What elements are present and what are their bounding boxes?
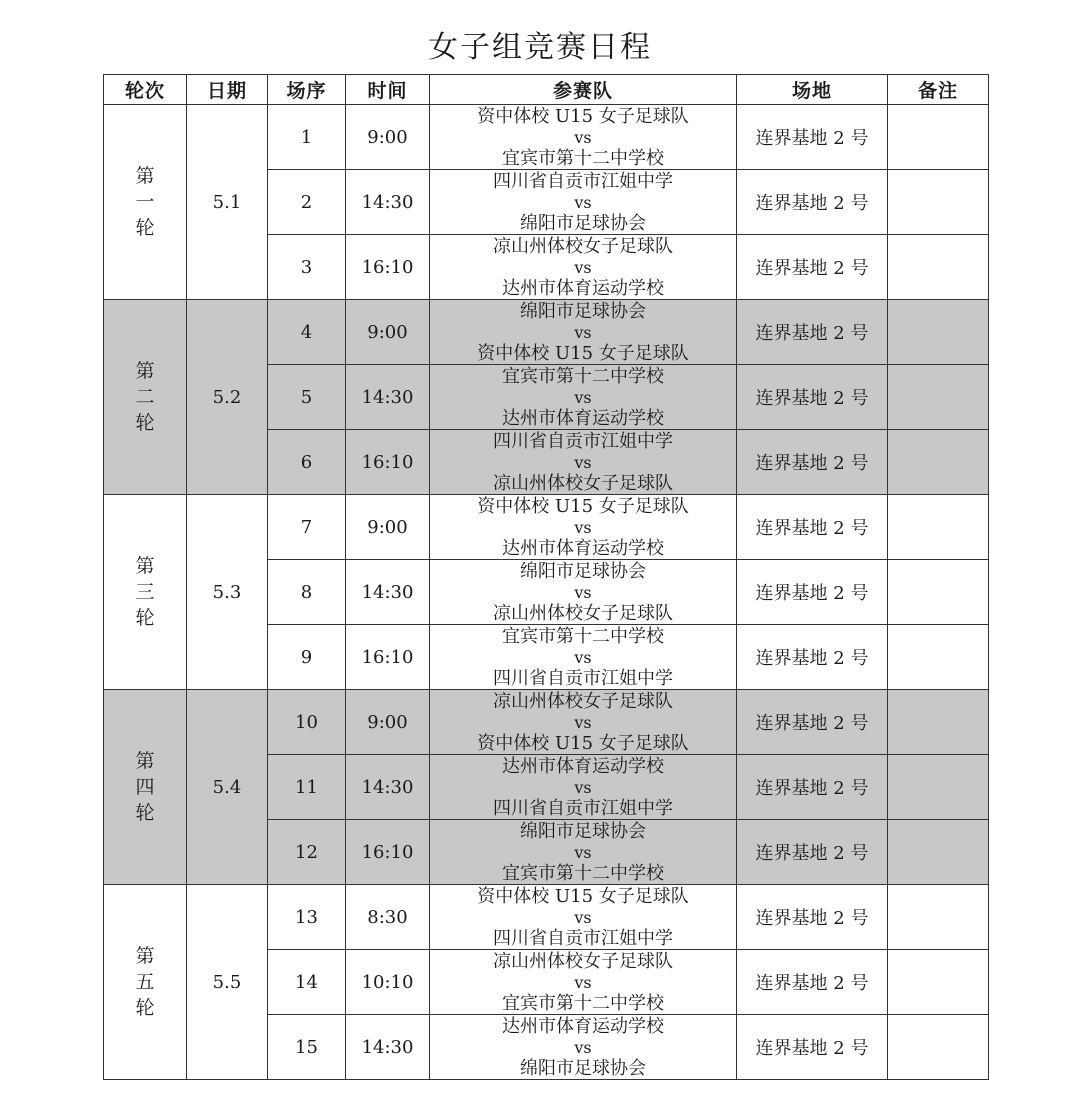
away-team: 宜宾市第十二中学校 (502, 992, 664, 1014)
time-cell: 8:30 (346, 885, 430, 950)
away-team: 达州市体育运动学校 (502, 537, 664, 559)
venue-cell: 连界基地 2 号 (737, 105, 888, 170)
teams-cell (430, 365, 737, 430)
date-cell: 5.3 (187, 495, 268, 690)
teams-cell (430, 1015, 737, 1080)
vs-label: vs (574, 517, 592, 537)
time-cell: 9:00 (346, 690, 430, 755)
table-row (104, 495, 989, 560)
away-team: 四川省自贡市江姐中学 (493, 797, 673, 819)
time-cell: 10:10 (346, 950, 430, 1015)
notes-cell (888, 755, 989, 820)
round-label-char: 第 (135, 750, 155, 772)
page-title: 女子组竞赛日程 (428, 30, 652, 65)
round-cell (104, 885, 187, 1080)
time-cell: 14:30 (346, 365, 430, 430)
notes-cell (888, 950, 989, 1015)
time-cell: 16:10 (346, 430, 430, 495)
match-number-cell: 10 (268, 690, 346, 755)
date-cell: 5.5 (187, 885, 268, 1080)
notes-cell (888, 1015, 989, 1080)
table-row (104, 300, 989, 365)
notes-cell (888, 300, 989, 365)
match-number-cell: 14 (268, 950, 346, 1015)
time-cell: 9:00 (346, 105, 430, 170)
vs-label: vs (574, 257, 592, 277)
schedule-table (103, 74, 989, 1080)
home-team: 达州市体育运动学校 (502, 755, 664, 777)
away-team: 绵阳市足球协会 (520, 212, 646, 234)
notes-cell (888, 365, 989, 430)
notes-cell (888, 235, 989, 300)
teams-cell (430, 105, 737, 170)
home-team: 绵阳市足球协会 (520, 300, 646, 322)
match-number-cell: 12 (268, 820, 346, 885)
vs-label: vs (574, 127, 592, 147)
match-number-cell: 6 (268, 430, 346, 495)
round-label-char: 轮 (135, 997, 155, 1019)
away-team: 凉山州体校女子足球队 (493, 472, 673, 494)
notes-cell (888, 690, 989, 755)
teams-cell (430, 430, 737, 495)
round-cell (104, 300, 187, 495)
notes-cell (888, 170, 989, 235)
venue-cell: 连界基地 2 号 (737, 300, 888, 365)
round-label (104, 553, 186, 631)
venue-cell: 连界基地 2 号 (737, 885, 888, 950)
venue-cell: 连界基地 2 号 (737, 235, 888, 300)
vs-label: vs (574, 192, 592, 212)
round-label-char: 第 (135, 360, 155, 382)
venue-cell: 连界基地 2 号 (737, 495, 888, 560)
vs-label: vs (574, 387, 592, 407)
time-cell: 14:30 (346, 1015, 430, 1080)
home-team: 凉山州体校女子足球队 (493, 235, 673, 257)
home-team: 资中体校 U15 女子足球队 (477, 885, 689, 907)
match-number-cell: 13 (268, 885, 346, 950)
notes-cell (888, 885, 989, 950)
teams-cell (430, 820, 737, 885)
teams-cell (430, 755, 737, 820)
round-label-char: 轮 (135, 217, 155, 239)
header-row (104, 75, 989, 105)
notes-cell (888, 495, 989, 560)
away-team: 凉山州体校女子足球队 (493, 602, 673, 624)
teams-cell (430, 235, 737, 300)
round-label (104, 748, 186, 826)
home-team: 资中体校 U15 女子足球队 (477, 105, 689, 127)
date-cell: 5.2 (187, 300, 268, 495)
away-team: 达州市体育运动学校 (502, 277, 664, 299)
home-team: 资中体校 U15 女子足球队 (477, 495, 689, 517)
notes-cell (888, 820, 989, 885)
away-team: 资中体校 U15 女子足球队 (477, 342, 689, 364)
time-cell: 14:30 (346, 755, 430, 820)
match-number-cell: 3 (268, 235, 346, 300)
round-label (104, 163, 186, 241)
home-team: 四川省自贡市江姐中学 (493, 170, 673, 192)
notes-cell (888, 430, 989, 495)
vs-label: vs (574, 842, 592, 862)
round-label-char: 二 (135, 386, 155, 408)
header-match-no: 场序 (268, 75, 346, 105)
teams-cell (430, 625, 737, 690)
round-label-char: 五 (135, 971, 155, 993)
match-number-cell: 2 (268, 170, 346, 235)
match-number-cell: 8 (268, 560, 346, 625)
round-label-char: 轮 (135, 412, 155, 434)
home-team: 绵阳市足球协会 (520, 560, 646, 582)
vs-label: vs (574, 582, 592, 602)
match-number-cell: 9 (268, 625, 346, 690)
vs-label: vs (574, 452, 592, 472)
round-cell (104, 105, 187, 300)
away-team: 资中体校 U15 女子足球队 (477, 732, 689, 754)
away-team: 达州市体育运动学校 (502, 407, 664, 429)
home-team: 凉山州体校女子足球队 (493, 690, 673, 712)
round-label (104, 943, 186, 1021)
time-cell: 16:10 (346, 820, 430, 885)
away-team: 四川省自贡市江姐中学 (493, 667, 673, 689)
match-number-cell: 11 (268, 755, 346, 820)
table-row (104, 885, 989, 950)
round-label (104, 358, 186, 436)
date-cell: 5.4 (187, 690, 268, 885)
round-label-char: 第 (135, 945, 155, 967)
header-notes: 备注 (888, 75, 989, 105)
notes-cell (888, 105, 989, 170)
time-cell: 16:10 (346, 235, 430, 300)
round-label-char: 轮 (135, 607, 155, 629)
venue-cell: 连界基地 2 号 (737, 430, 888, 495)
venue-cell: 连界基地 2 号 (737, 950, 888, 1015)
header-date: 日期 (187, 75, 268, 105)
round-label-char: 轮 (135, 802, 155, 824)
vs-label: vs (574, 972, 592, 992)
match-number-cell: 5 (268, 365, 346, 430)
venue-cell: 连界基地 2 号 (737, 560, 888, 625)
teams-cell (430, 950, 737, 1015)
vs-label: vs (574, 712, 592, 732)
teams-cell (430, 170, 737, 235)
vs-label: vs (574, 647, 592, 667)
time-cell: 9:00 (346, 495, 430, 560)
table-row (104, 690, 989, 755)
time-cell: 16:10 (346, 625, 430, 690)
home-team: 宜宾市第十二中学校 (502, 625, 664, 647)
date-cell: 5.1 (187, 105, 268, 300)
notes-cell (888, 560, 989, 625)
time-cell: 9:00 (346, 300, 430, 365)
home-team: 四川省自贡市江姐中学 (493, 430, 673, 452)
header-time: 时间 (346, 75, 430, 105)
round-label-char: 四 (135, 776, 155, 798)
time-cell: 14:30 (346, 170, 430, 235)
time-cell: 14:30 (346, 560, 430, 625)
round-label-char: 三 (135, 581, 155, 603)
round-cell (104, 690, 187, 885)
away-team: 宜宾市第十二中学校 (502, 862, 664, 884)
teams-cell (430, 560, 737, 625)
round-label-char: 第 (135, 165, 155, 187)
header-round: 轮次 (104, 75, 187, 105)
home-team: 宜宾市第十二中学校 (502, 365, 664, 387)
away-team: 宜宾市第十二中学校 (502, 147, 664, 169)
match-number-cell: 1 (268, 105, 346, 170)
venue-cell: 连界基地 2 号 (737, 690, 888, 755)
venue-cell: 连界基地 2 号 (737, 625, 888, 690)
away-team: 四川省自贡市江姐中学 (493, 927, 673, 949)
schedule-body (104, 105, 989, 1080)
venue-cell: 连界基地 2 号 (737, 170, 888, 235)
table-row (104, 105, 989, 170)
teams-cell (430, 690, 737, 755)
teams-cell (430, 885, 737, 950)
round-cell (104, 495, 187, 690)
teams-cell (430, 300, 737, 365)
home-team: 凉山州体校女子足球队 (493, 950, 673, 972)
header-venue: 场地 (737, 75, 888, 105)
venue-cell: 连界基地 2 号 (737, 755, 888, 820)
vs-label: vs (574, 777, 592, 797)
notes-cell (888, 625, 989, 690)
vs-label: vs (574, 1037, 592, 1057)
home-team: 达州市体育运动学校 (502, 1015, 664, 1037)
round-label-char: 第 (135, 555, 155, 577)
venue-cell: 连界基地 2 号 (737, 365, 888, 430)
round-label-char: 一 (135, 191, 155, 213)
venue-cell: 连界基地 2 号 (737, 820, 888, 885)
away-team: 绵阳市足球协会 (520, 1057, 646, 1079)
match-number-cell: 7 (268, 495, 346, 560)
home-team: 绵阳市足球协会 (520, 820, 646, 842)
vs-label: vs (574, 907, 592, 927)
teams-cell (430, 495, 737, 560)
venue-cell: 连界基地 2 号 (737, 1015, 888, 1080)
vs-label: vs (574, 322, 592, 342)
match-number-cell: 4 (268, 300, 346, 365)
match-number-cell: 15 (268, 1015, 346, 1080)
header-teams: 参赛队 (430, 75, 737, 105)
